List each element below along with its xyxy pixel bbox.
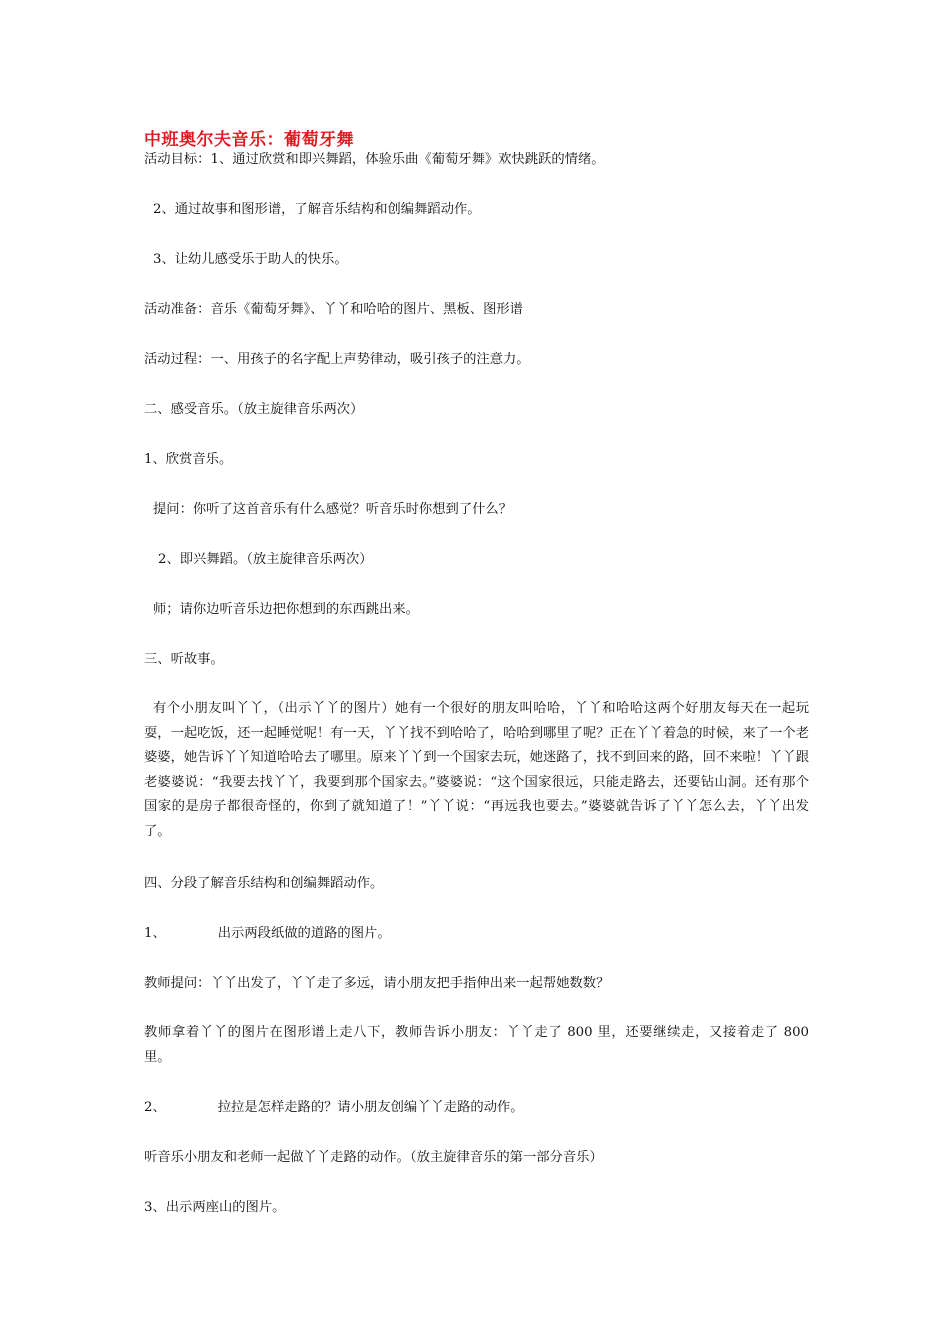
process-step-2-1: 1、欣赏音乐。	[144, 452, 233, 467]
document-title: 中班奥尔夫音乐：葡萄牙舞	[144, 130, 354, 150]
step-4-2-text: 拉拉是怎样走路的？请小朋友创编丫丫走路的动作。	[217, 1100, 524, 1115]
process-step-3: 三、听故事。	[144, 652, 224, 667]
step-4-1-number: 1、	[144, 926, 166, 941]
process-step-4-2-activity: 听音乐小朋友和老师一起做丫丫走路的动作。（放主旋律音乐的第一部分音乐）	[144, 1150, 603, 1165]
process-step-4: 四、分段了解音乐结构和创编舞蹈动作。	[144, 876, 384, 891]
process-step-2-1-question: 提问：你听了这首音乐有什么感觉？听音乐时你想到了什么？	[153, 502, 513, 517]
step-4-2-number: 2、	[144, 1100, 166, 1115]
process-step-4-1-question: 教师提问：丫丫出发了，丫丫走了多远，请小朋友把手指伸出来一起帮她数数？	[144, 976, 610, 991]
goal-3: 3、让幼儿感受乐于助人的快乐。	[153, 252, 348, 267]
process-step-4-3: 3、出示两座山的图片。	[144, 1200, 286, 1215]
process-step-2-2: 2、即兴舞蹈。（放主旋律音乐两次）	[158, 552, 373, 567]
process-step-4-1	[144, 922, 391, 946]
process-step-4-2	[144, 1096, 524, 1120]
goal-1: 活动目标：1、通过欣赏和即兴舞蹈，体验乐曲《葡萄牙舞》欢快跳跃的情绪。	[144, 152, 605, 167]
step-4-1-text: 出示两段纸做的道路的图片。	[217, 926, 391, 941]
process-step-2-2-teacher: 师；请你边听音乐边把你想到的东西跳出来。	[153, 602, 419, 617]
story-paragraph: 有个小朋友叫丫丫，（出示丫丫的图片）她有一个很好的朋友叫哈哈，丫丫和哈哈这两个好朋友每天在一起玩耍，一起吃饭，还一起睡觉呢！有一天，丫丫找不到哈哈了，哈哈到哪里了呢？正在丫丫着急的时候，来了一个老婆婆，她告诉丫丫知道哈哈去了哪里。原来丫丫到一个国家去玩，她迷路了，找不到回来的路，回不来啦！丫丫跟老婆婆说：“我要去找丫丫，我要到那个国家去。”婆婆说：“这个国家很远，只能走路去，还要钻山洞。还有那个国家的是房子都很奇怪的，你到了就知道了！”丫丫说：“再远我也要去。”婆婆就告诉了丫丫怎么去，丫丫出发了。	[144, 701, 809, 839]
process-step-2: 二、感受音乐。（放主旋律音乐两次）	[144, 402, 364, 417]
process-step-1: 活动过程：一、用孩子的名字配上声势律动，吸引孩子的注意力。	[144, 352, 530, 367]
process-step-4-1-answer: 教师拿着丫丫的图片在图形谱上走八下，教师告诉小朋友：丫丫走了 800 里，还要继续走，又接着走了 800 里。	[144, 1025, 809, 1065]
goal-2: 2、通过故事和图形谱，了解音乐结构和创编舞蹈动作。	[153, 202, 481, 217]
activity-preparation: 活动准备：音乐《葡萄牙舞》、丫丫和哈哈的图片、黑板、图形谱	[144, 302, 523, 317]
